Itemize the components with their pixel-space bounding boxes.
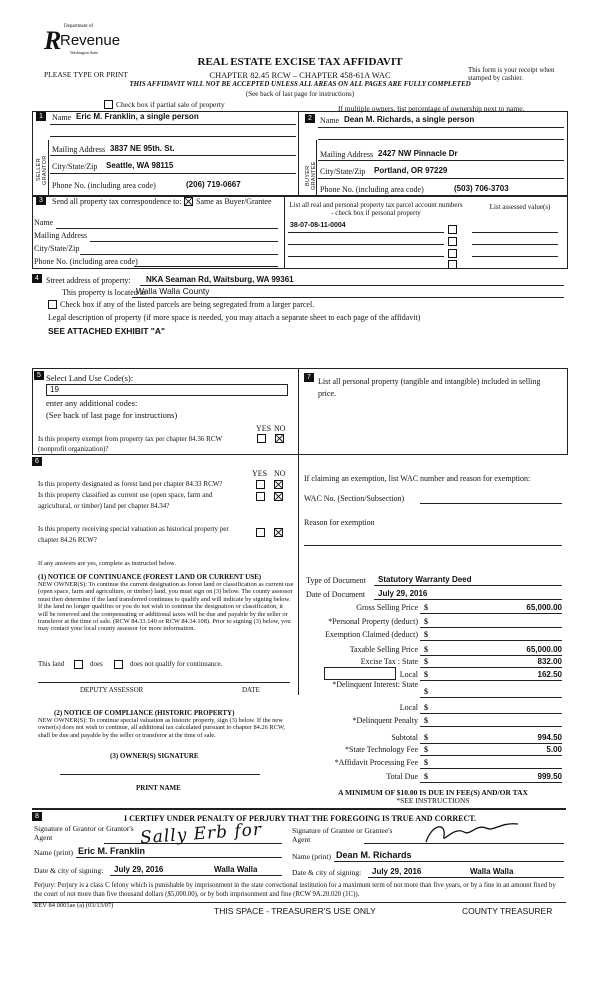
same-as-buyer-label: Same as Buyer/Grantee [196, 197, 272, 206]
buyer-city-label: City/State/Zip [320, 167, 366, 176]
grantee-sign-date[interactable]: July 29, 2016 [372, 867, 422, 876]
dollar-sign: $ [424, 630, 428, 639]
grantor-printed-name[interactable]: Eric M. Franklin [78, 846, 146, 856]
print-name-label: PRINT NAME [136, 784, 181, 792]
treasurer-space-label: THIS SPACE - TREASURER'S USE ONLY [214, 906, 376, 916]
section-7-badge: 7 [304, 373, 314, 382]
claim-exemption-label: If claiming an exemption, list WAC number and reason for exemption: [304, 474, 531, 483]
tax-row-value[interactable]: 994.50 [537, 733, 562, 742]
multiple-owners-note: If multiple owners, list percentage of ownership next to name. [338, 104, 525, 113]
tax-row-label: Gross Selling Price [356, 603, 418, 612]
please-type: PLEASE TYPE OR PRINT [44, 70, 128, 79]
seller-mail[interactable]: 3837 NE 95th. St. [110, 144, 175, 153]
street-address[interactable]: NKA Seaman Rd, Waitsburg, WA 99361 [146, 275, 294, 284]
partial-sale-checkbox[interactable] [104, 100, 113, 109]
dollar-sign: $ [424, 687, 428, 696]
seller-phone-label: Phone No. (including area code) [52, 181, 156, 190]
exempt-question: Is this property exempt from property tax per chapter 84.36 RCW (nonprofit organization)? [38, 435, 222, 453]
historic-no-checkbox[interactable] [274, 528, 283, 537]
parcel-4-personal-checkbox[interactable] [448, 260, 457, 269]
does-label: does [90, 660, 103, 668]
doc-type-label: Type of Document [306, 576, 366, 585]
certify-statement: I CERTIFY UNDER PENALTY OF PERJURY THAT THE FOREGOING IS TRUE AND CORRECT. [123, 814, 476, 823]
corr-mail-label: Mailing Address [34, 231, 88, 240]
reason-exemption-label: Reason for exemption [304, 518, 375, 527]
grantee-sign-city[interactable]: Walla Walla [470, 867, 514, 876]
section-8-badge: 8 [32, 812, 42, 821]
seller-city[interactable]: Seattle, WA 98115 [106, 161, 174, 170]
buyer-mail[interactable]: 2427 NW Pinnacle Dr [378, 149, 458, 158]
parcel-header: List all real and personal property tax parcel account numbers - check box if personal property [289, 201, 463, 217]
seller-name-label: Name [52, 113, 72, 122]
current-use-question: Is this property classified as current use (open space, farm and agricultural, or timber) land per chapter 84.34? [38, 491, 213, 510]
notice-continuance-text: NEW OWNER(S): To continue the current designation as forest land or classification as current use (open space, farm and agriculture, or timber) land, you must sign on (3) below. The county assessor must then determine if the land transferred continues to qualify and will indicate by signing below. If the land no longer qualifies or you do not wish to continue the designation or classification, it will be removed and the compensating or additional taxes will be due and payable by the seller or transferor at the time of sale. (RCW 84.33.140 or RCW 84.34.108). Prior to signing (3) below, you may contact your local county assessor for more information. [38, 581, 294, 633]
parcel-3-personal-checkbox[interactable] [448, 249, 457, 258]
county-name[interactable]: Walla Walla County [136, 286, 210, 296]
seller-city-label: City/State/Zip [52, 162, 98, 171]
grantor-sign-city[interactable]: Walla Walla [214, 865, 258, 874]
section-2-badge: 2 [305, 114, 315, 123]
tax-row-label: *Personal Property (deduct) [328, 617, 418, 626]
assessed-header: List assessed value(s) [489, 203, 551, 211]
tax-row-value[interactable]: 65,000.00 [526, 645, 562, 654]
parcel-number[interactable]: 38-07-08-11-0004 [290, 222, 346, 229]
tax-row-label: *Affidavit Processing Fee [334, 758, 418, 767]
seller-grantor-label: SELLER GRANTOR [36, 155, 48, 185]
exempt-yes-checkbox[interactable] [257, 434, 266, 443]
owner-signature-label: (3) OWNER(S) SIGNATURE [110, 752, 199, 760]
tax-row-value[interactable]: 999.50 [537, 772, 562, 781]
tax-row-label: *Delinquent Interest: State [332, 680, 418, 689]
historic-yes-checkbox[interactable] [256, 528, 265, 537]
form-chapter: CHAPTER 82.45 RCW – CHAPTER 458-61A WAC [209, 70, 391, 80]
notice-continuance-title: (1) NOTICE OF CONTINUANCE (FOREST LAND OR CURRENT USE) [38, 573, 262, 581]
forest-yes-checkbox[interactable] [256, 480, 265, 489]
dollar-sign: $ [424, 758, 428, 767]
notice-compliance-title: (2) NOTICE OF COMPLIANCE (HISTORIC PROPERTY) [54, 709, 235, 717]
tax-row-value[interactable]: 5.00 [546, 745, 562, 754]
send-correspondence-label: Send all property tax correspondence to: [52, 197, 182, 206]
sec5-no-header: NO [274, 424, 286, 433]
receipt-note: This form is your receipt when stamped by cashier. [468, 66, 555, 82]
see-back: (See back of last page for instructions) [245, 90, 355, 98]
this-land-label: This land [38, 660, 65, 668]
tax-row-label: Local [399, 670, 418, 679]
dollar-sign: $ [424, 670, 428, 679]
doc-date[interactable]: July 29, 2016 [378, 589, 428, 598]
segregated-label: Check box if any of the listed parcels are being segregated from a larger parcel. [60, 300, 315, 309]
form-title: REAL ESTATE EXCISE TAX AFFIDAVIT [197, 56, 403, 68]
sec5-yes-header: YES [256, 424, 272, 433]
buyer-name-label: Name [320, 116, 340, 125]
notice-compliance-text: NEW OWNER(S): To continue special valuation as historic property, sign (3) below. If the new owner(s) does not wish to continue, all additional tax calculated pursuant to chapter 84.26 RCW, shall be due and payable by the seller or transferor at the time of sale. [38, 717, 285, 739]
minimum-fee-note: A MINIMUM OF $10.00 IS DUE IN FEE(S) AND/OR TAX [338, 788, 528, 797]
parcel-1-personal-checkbox[interactable] [448, 225, 457, 234]
tax-row-label: Taxable Selling Price [349, 645, 418, 654]
wac-number-label: WAC No. (Section/Subsection) [304, 494, 405, 503]
doc-type[interactable]: Statutory Warranty Deed [378, 575, 472, 584]
sec6-yes-header: YES [252, 469, 268, 478]
grantee-printed-name[interactable]: Dean M. Richards [336, 850, 412, 860]
deputy-assessor-label: DEPUTY ASSESSOR [80, 686, 144, 694]
land-use-label: Select Land Use Code(s): [46, 373, 134, 383]
buyer-city[interactable]: Portland, OR 97229 [374, 166, 448, 175]
sec5-see-back: (See back of last page for instructions) [46, 410, 178, 420]
buyer-mail-label: Mailing Address [320, 150, 374, 159]
section-1-badge: 1 [36, 112, 46, 121]
personal-property-label: List all personal property (tangible and intangible) included in selling price. [318, 377, 541, 398]
tax-row-value[interactable]: 162.50 [537, 670, 562, 679]
corr-name-label: Name [34, 218, 54, 227]
tax-row-label: Total Due [386, 772, 418, 781]
segregated-checkbox[interactable] [48, 300, 57, 309]
forest-no-checkbox[interactable] [274, 480, 283, 489]
tax-row-label: Local [399, 703, 418, 712]
legal-description-label: Legal description of property (if more space is needed, you may attach a separate sheet to each page of the affidavit) [48, 313, 421, 322]
historic-question: Is this property receiving special valuation as historical property per chapter 84.26 RCW? [38, 525, 229, 544]
does-qualify-checkbox[interactable] [74, 660, 83, 669]
buyer-phone[interactable]: (503) 706-3703 [454, 184, 509, 193]
additional-codes-label: enter any additional codes: [46, 398, 138, 408]
land-use-code[interactable]: 19 [50, 385, 59, 394]
dollar-sign: $ [424, 645, 428, 654]
grantor-signature[interactable]: Sally Erb for [139, 819, 263, 849]
grantee-name-print-label: Name (print) [292, 852, 331, 861]
tax-row-label: Excise Tax : State [360, 657, 418, 666]
sec6-no-header: NO [274, 469, 286, 478]
logo-mark-icon: R [44, 26, 62, 55]
tax-row-label: Subtotal [391, 733, 418, 742]
section-6-badge: 6 [32, 457, 42, 466]
assessor-date-label: DATE [242, 686, 260, 694]
tax-row-label: *Delinquent Penalty [352, 716, 418, 725]
forest-land-question: Is this property designated as forest land per chapter 84.33 RCW? [38, 480, 223, 488]
dollar-sign: $ [424, 603, 428, 612]
see-instructions-note: *SEE INSTRUCTIONS [396, 796, 470, 805]
dollar-sign: $ [424, 657, 428, 666]
section-5-badge: 5 [34, 371, 44, 380]
partial-sale-label: Check box if partial sale of property [116, 100, 225, 109]
buyer-name[interactable]: Dean M. Richards, a single person [344, 115, 475, 124]
agency-name: Revenue [60, 32, 121, 49]
grantee-date-city-label: Date & city of signing: [292, 868, 362, 877]
current-use-no-checkbox[interactable] [274, 492, 283, 501]
tax-row-label: Exemption Claimed (deduct) [325, 630, 418, 639]
section-4-badge: 4 [32, 274, 42, 283]
perjury-notice: Perjury: Perjury is a class C felony which is punishable by imprisonment in the state correctional institution for a maximum term of not more than five years, or by a fine in an amount fixed by the court of not more than five thousand dollars ($5,000.00), or by both imprisonment and fine (RCW 9A.20.020 (1C)). [34, 882, 556, 898]
dollar-sign: $ [424, 617, 428, 626]
land-use-code-field[interactable] [46, 384, 288, 396]
street-label: Street address of property: [46, 276, 131, 285]
does-not-label: does not qualify for continuance. [130, 660, 223, 668]
grantor-sign-date[interactable]: July 29, 2016 [114, 865, 164, 874]
section-3-badge: 3 [36, 196, 46, 205]
corr-city-label: City/State/Zip [34, 244, 80, 253]
tax-row-value[interactable]: 832.00 [537, 657, 562, 666]
seller-mail-label: Mailing Address [52, 145, 106, 154]
exempt-no-checkbox[interactable] [275, 434, 284, 443]
seller-phone[interactable]: (206) 719-0667 [186, 180, 241, 189]
dollar-sign: $ [424, 745, 428, 754]
located-in-label: This property is located in [62, 288, 146, 297]
grantee-signature-label: Signature of Grantee or Grantee's Agent [292, 826, 393, 844]
agency-state: Washington State [70, 50, 99, 55]
tax-row-label: *State Technology Fee [344, 745, 418, 754]
county-treasurer-label: COUNTY TREASURER [462, 906, 553, 916]
same-as-buyer-checkbox[interactable] [184, 197, 193, 206]
revenue-logo [44, 22, 134, 62]
current-use-yes-checkbox[interactable] [256, 492, 265, 501]
form-number: REV 84 0001ae (a) (03/13/07) [34, 902, 114, 909]
buyer-grantee-label: BUYER GRANTEE [305, 161, 317, 191]
if-any-yes: If any answers are yes, complete as instructed below. [38, 560, 176, 567]
grantor-date-city-label: Date & city of signing: [34, 866, 104, 875]
doc-date-label: Date of Document [306, 590, 366, 599]
does-not-qualify-checkbox[interactable] [114, 660, 123, 669]
grantor-signature-label: Signature of Grantor or Grantor's Agent [34, 824, 134, 842]
grantor-name-print-label: Name (print) [34, 848, 73, 857]
corr-phone-label: Phone No. (including area code) [34, 257, 138, 266]
dollar-sign: $ [424, 772, 428, 781]
dollar-sign: $ [424, 716, 428, 725]
exhibit-text: SEE ATTACHED EXHIBIT "A" [48, 326, 165, 336]
tax-row-value[interactable]: 65,000.00 [526, 603, 562, 612]
agency-small: Department of [64, 24, 94, 29]
buyer-phone-label: Phone No. (including area code) [320, 185, 424, 194]
form-warning: THIS AFFIDAVIT WILL NOT BE ACCEPTED UNLESS ALL AREAS ON ALL PAGES ARE FULLY COMPLETED [129, 80, 471, 88]
dollar-sign: $ [424, 733, 428, 742]
seller-name[interactable]: Eric M. Franklin, a single person [76, 112, 199, 121]
dollar-sign: $ [424, 703, 428, 712]
parcel-2-personal-checkbox[interactable] [448, 237, 457, 246]
